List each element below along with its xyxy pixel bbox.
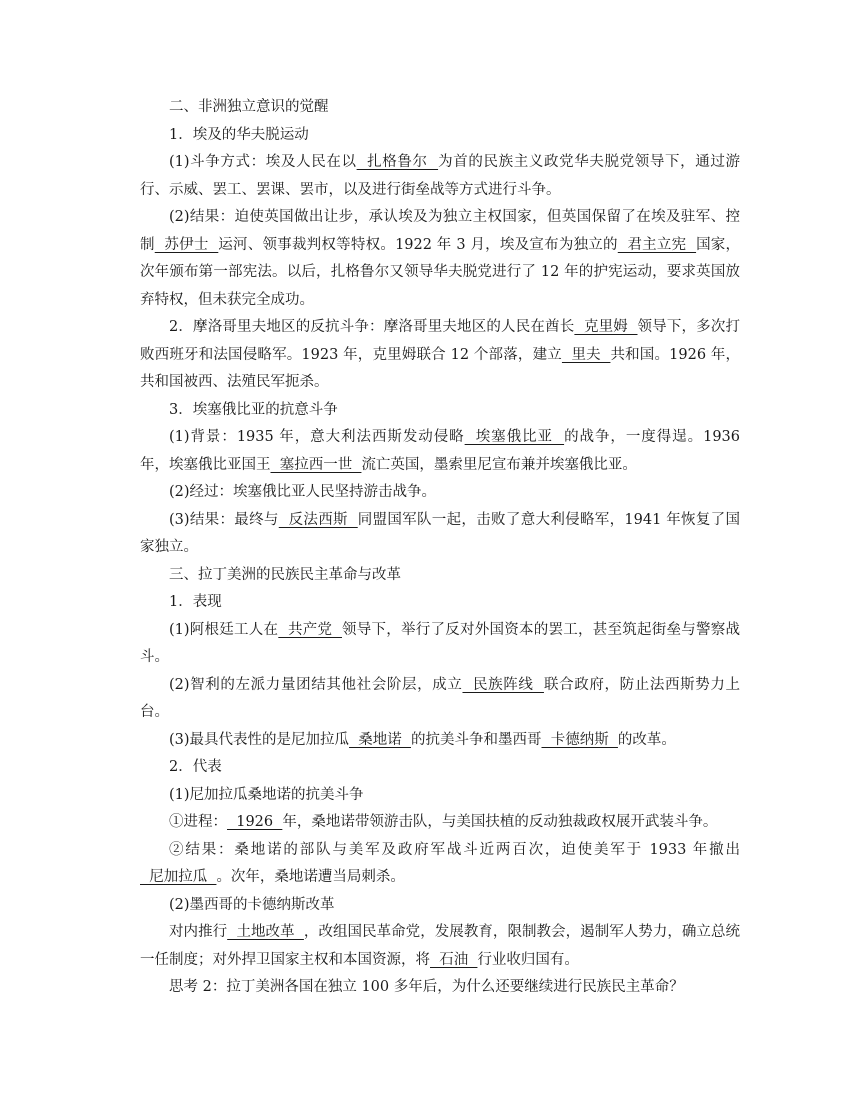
paragraph — [140, 809, 740, 837]
paragraph — [140, 204, 740, 314]
paragraph — [140, 94, 740, 122]
paragraph — [140, 617, 740, 672]
paragraph — [140, 507, 740, 562]
answer-blank: 埃塞俄比亚 — [464, 429, 565, 445]
text-segment: 行业收归国有。 — [477, 951, 579, 968]
answer-blank: 反法西斯 — [278, 511, 358, 528]
text-segment: 运河、领事裁判权等特权。1922 年 3 月，埃及宣布为独立的 — [218, 236, 618, 253]
document-body — [140, 94, 740, 1002]
paragraph — [140, 919, 740, 974]
text-segment: ①进程： — [169, 814, 227, 830]
paragraph — [140, 974, 740, 1002]
answer-blank: 共产党 — [278, 621, 342, 638]
text-segment: 联合政府，防止法西斯势力上台。 — [140, 676, 740, 720]
text-segment: 同盟国军队一起，击败了意大利侵略军，1941 年恢复了国家独立。 — [140, 511, 740, 555]
text-segment: (1)尼加拉瓜桑地诺的抗美斗争 — [169, 786, 364, 803]
text-segment: 思考 2：拉丁美洲各国在独立 100 多年后，为什么还要继续进行民族民主革命？ — [169, 979, 684, 995]
text-segment: (1)阿根廷工人在 — [169, 621, 279, 638]
answer-blank: 民族阵线 — [462, 676, 544, 693]
text-segment: 年，桑地诺带领游击队，与美国扶植的反动独裁政权展开武装斗争。 — [282, 814, 718, 830]
text-segment: (1)背景：1935 年，意大利法西斯发动侵略 — [169, 429, 465, 445]
text-segment: 对内推行 — [169, 924, 228, 940]
text-segment: 二、非洲独立意识的觉醒 — [169, 99, 329, 115]
answer-blank: 苏伊士 — [154, 236, 219, 253]
answer-blank: 土地改革 — [227, 924, 304, 940]
text-segment: (2)结果：迫使英国做出让步，承认埃及为独立主权国家，但英国保留了在埃及驻军、控制 — [140, 209, 740, 253]
answer-blank: 克里姆 — [574, 319, 638, 335]
text-segment: 1．埃及的华夫脱运动 — [169, 126, 309, 143]
answer-blank: 塞拉西一世 — [270, 456, 362, 473]
text-segment: 1．表现 — [169, 594, 222, 610]
text-segment: (3)最具代表性的是尼加拉瓜 — [169, 731, 350, 748]
text-segment: 的抗美斗争和墨西哥 — [410, 731, 542, 748]
paragraph — [140, 589, 740, 617]
paragraph — [140, 892, 740, 920]
text-segment: 领导下，举行了反对外国资本的罢工，甚至筑起街垒与警察战斗。 — [140, 621, 741, 665]
paragraph — [140, 837, 740, 892]
answer-blank: 卡德纳斯 — [541, 731, 618, 748]
text-segment: ，改组国民革命党，发展教育，限制教会，遏制军人势力，确立总统一任制度；对外捍卫国家主权和本国资源，将 — [140, 924, 741, 968]
answer-blank: 里夫 — [561, 346, 611, 363]
answer-blank: 尼加拉瓜 — [140, 869, 217, 885]
paragraph — [140, 672, 740, 727]
answer-blank: 君主立宪 — [617, 236, 697, 253]
answer-blank: 石油 — [430, 951, 478, 968]
text-segment: (2)经过：埃塞俄比亚人民坚持游击战争。 — [169, 484, 437, 500]
paragraph — [140, 562, 740, 590]
text-segment: 共和国。1926 年，共和国被西、法殖民军扼杀。 — [140, 346, 741, 390]
text-segment: (2)智利的左派力量团结其他社会阶层，成立 — [169, 676, 463, 693]
answer-blank: 桑地诺 — [349, 731, 411, 748]
paragraph — [140, 424, 740, 479]
text-segment: 流亡英国，墨索里尼宣布兼并埃塞俄比亚。 — [361, 456, 637, 473]
text-segment: 的战争，一度得逞。1936 年，埃塞俄比亚国王 — [140, 429, 740, 473]
text-segment: (1)斗争方式：埃及人民在以 — [169, 154, 357, 170]
paragraph — [140, 122, 740, 150]
paragraph — [140, 149, 740, 204]
text-segment: (2)墨西哥的卡德纳斯改革 — [169, 896, 335, 913]
answer-blank: 1926 — [227, 814, 283, 830]
answer-blank: 扎格鲁尔 — [356, 154, 439, 170]
paragraph — [140, 397, 740, 425]
text-segment: 领导下，多次打败西班牙和法国侵略军。1923 年，克里姆联合 12 个部落，建立 — [140, 319, 740, 363]
text-segment: 2．摩洛哥里夫地区的反抗斗争：摩洛哥里夫地区的人民在酋长 — [169, 319, 575, 335]
text-segment: 。次年，桑地诺遭当局刺杀。 — [216, 869, 405, 885]
text-segment: 为首的民族主义政党华夫脱党领导下，通过游行、示威、罢工、罢课、罢市，以及进行街垒战等方式进行斗争。 — [140, 154, 741, 198]
paragraph — [140, 754, 740, 782]
text-segment: (3)结果：最终与 — [169, 511, 279, 528]
text-segment: 国家，次年颁布第一部宪法。以后，扎格鲁尔又领导华夫脱党进行了 12 年的护宪运动，要求英国放弃特权，但未获完全成功。 — [140, 236, 741, 308]
paragraph — [140, 782, 740, 810]
paragraph — [140, 314, 740, 397]
paragraph — [140, 727, 740, 755]
paragraph — [140, 479, 740, 507]
text-segment: 3．埃塞俄比亚的抗意斗争 — [169, 401, 338, 418]
text-segment: ②结果：桑地诺的部队与美军及政府军战斗近两百次，迫使美军于 1933 年撤出 — [169, 841, 740, 858]
text-segment: 三、拉丁美洲的民族民主革命与改革 — [169, 566, 401, 583]
text-segment: 的改革。 — [617, 731, 676, 748]
text-segment: 2．代表 — [169, 759, 222, 775]
